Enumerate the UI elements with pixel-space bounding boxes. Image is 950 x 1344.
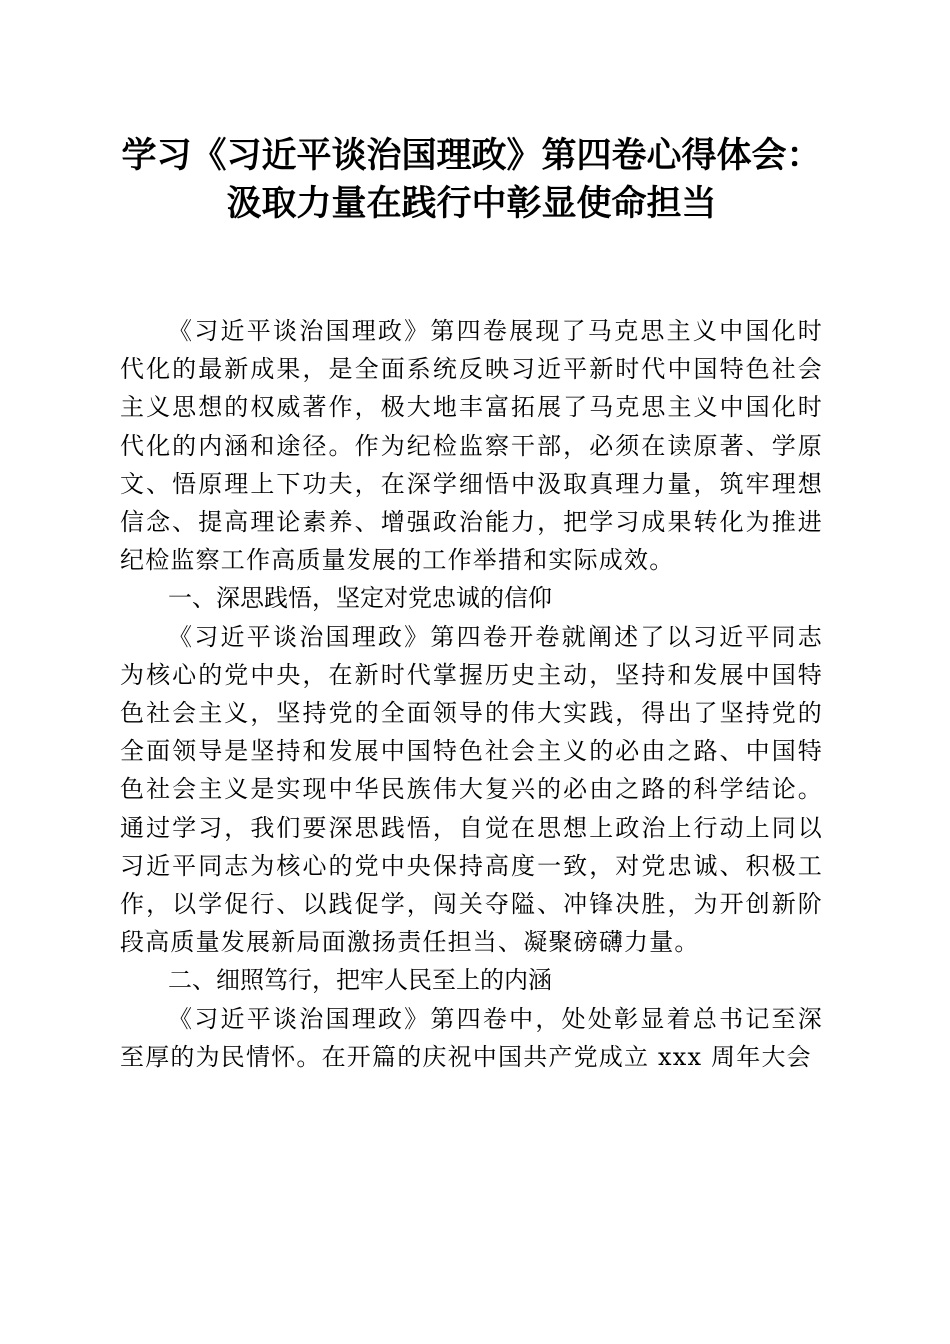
document-body bbox=[120, 312, 823, 1076]
document-title bbox=[120, 132, 823, 228]
section-2-paragraph: 《习近平谈治国理政》第四卷中，处处彰显着总书记至深至厚的为民情怀。在开篇的庆祝中国共产党成立 xxx 周年大会 bbox=[120, 1004, 823, 1071]
title-line-2: 汲取力量在践行中彰显使命担当 bbox=[226, 183, 717, 224]
intro-paragraph: 《习近平谈治国理政》第四卷展现了马克思主义中国化时代化的最新成果，是全面系统反映习近平新时代中国特色社会主义思想的权威著作，极大地丰富拓展了马克思主义中国化时代化的内涵和途径。作为纪检监察干部，必须在读原著、学原文、悟原理上下功夫，在深学细悟中汲取真理力量，筑牢理想信念、提高理论素养、增强政治能力，把学习成果转化为推进纪检监察工作高质量发展的工作举措和实际成效。 bbox=[120, 317, 823, 575]
section-1-heading: 一、深思践悟，坚定对党忠诚的信仰 bbox=[168, 584, 552, 613]
document-page bbox=[120, 132, 823, 1076]
section-1-paragraph: 《习近平谈治国理政》第四卷开卷就阐述了以习近平同志为核心的党中央，在新时代掌握历史主动，坚持和发展中国特色社会主义，坚持党的全面领导的伟大实践，得出了坚持党的全面领导是坚持和发展中国特色社会主义的必由之路、中国特色社会主义是实现中华民族伟大复兴的必由之路的科学结论。通过学习，我们要深思践悟，自觉在思想上政治上行动上同以习近平同志为核心的党中央保持高度一致，对党忠诚、积极工作，以学促行、以践促学，闯关夺隘、冲锋决胜，为开创新阶段高质量发展新局面激扬责任担当、凝聚磅礴力量。 bbox=[120, 622, 823, 957]
section-2-heading: 二、细照笃行，把牢人民至上的内涵 bbox=[168, 966, 552, 995]
title-line-1: 学习《习近平谈治国理政》第四卷心得体会： bbox=[121, 135, 822, 176]
